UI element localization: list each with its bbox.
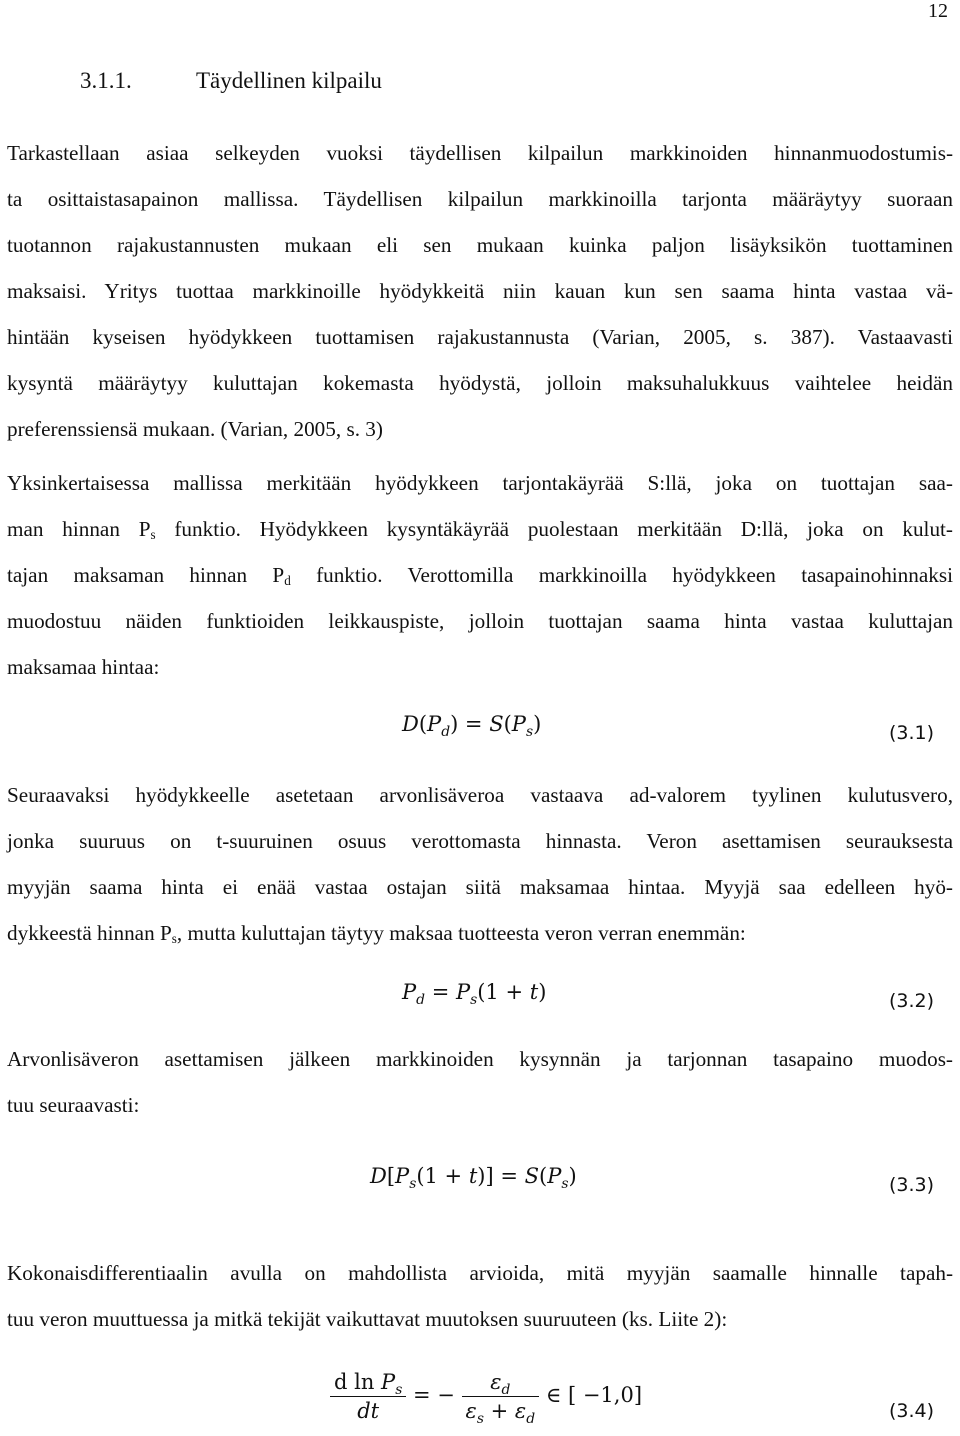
equation-3-2: $P_d = P_s(1 + t)$ (402, 980, 547, 1008)
paragraph-line: preferenssiensä mukaan. (Varian, 2005, s. 3) (7, 417, 383, 441)
paragraph-line: maksamaa hintaa: (7, 655, 160, 679)
text-run: funktio. Hyödykkeen kysyntäkäyrää puolestaan merkitään D:llä, joka on kulut- (155, 517, 953, 541)
paragraph-line: tuu seuraavasti: (7, 1093, 140, 1117)
fraction: $\frac{d \ln P_s}{dt}$ (330, 1368, 406, 1425)
paragraph-1 (7, 130, 953, 452)
equation-3-3: $D[P_s(1 + t)] = S(P_s)$ (370, 1164, 577, 1192)
paragraph-line (7, 910, 953, 956)
paragraph-5 (7, 1250, 953, 1342)
paragraph-2 (7, 460, 953, 690)
equation-number-3-1: (3.1) (888, 722, 934, 744)
paragraph-line: tuu veron muuttuessa ja mitkä tekijät vaikuttavat muutoksen suuruuteen (ks. Liite 2): (7, 1307, 728, 1331)
paragraph-4 (7, 1036, 953, 1128)
page-number: 12 (928, 0, 948, 22)
paragraph-line: maksaisi. Yritys tuottaa markkinoille hyödykkeitä niin kauan kun sen saama hinta vastaa vä- (7, 279, 953, 303)
section-number: 3.1.1. (80, 68, 132, 93)
paragraph-line: Tarkastellaan asiaa selkeyden vuoksi täydellisen kilpailun markkinoiden hinnanmuodostumis- (7, 141, 953, 165)
paragraph-line: kysyntä määräytyy kuluttajan kokemasta hyödystä, jolloin maksuhalukkuus vaihtelee heidän (7, 371, 953, 395)
text-run: tajan maksaman hinnan P (7, 563, 285, 587)
equation-number-3-3: (3.3) (888, 1174, 934, 1196)
section-heading (80, 68, 382, 94)
paragraph-line: myyjän saama hinta ei enää vastaa ostajan siitä maksamaa hintaa. Myyjä saa edelleen hyö- (7, 875, 953, 899)
text-run: funktio. Verottomilla markkinoilla hyödykkeen tasapainohinnaksi (290, 563, 953, 587)
equation-number-3-2: (3.2) (888, 990, 934, 1012)
equation-3-1: $D(P_d) = S(P_s)$ (402, 712, 542, 740)
paragraph-line: Yksinkertaisessa mallissa merkitään hyödykkeen tarjontakäyrää S:llä, joka on tuottajan saa- (7, 471, 953, 495)
paragraph-3 (7, 772, 953, 956)
text-run: , mutta kuluttajan täytyy maksaa tuotteesta veron verran enemmän: (176, 921, 746, 945)
equation-3-4: $\frac{d \ln P_s}{dt}$ = − $\frac{\varepsilon_d}{\varepsilon_s + \varepsilon_d}$ ∈ [ −1,0] (330, 1368, 642, 1425)
paragraph-line: muodostuu näiden funktioiden leikkauspiste, jolloin tuottajan saama hinta vastaa kuluttajan (7, 609, 953, 633)
paragraph-line: Seuraavaksi hyödykkeelle asetetaan arvonlisäveroa vastaava ad-valorem tyylinen kulutusvero, (7, 783, 953, 807)
subscript: s (150, 526, 156, 542)
paragraph-line: ta osittaistasapainon mallissa. Täydellisen kilpailun markkinoilla tarjonta määräytyy suoraan (7, 187, 953, 211)
paragraph-line (7, 552, 953, 598)
text-run: man hinnan P (7, 517, 151, 541)
subscript: s (171, 930, 177, 946)
equation-number-3-4: (3.4) (888, 1400, 934, 1422)
paragraph-line: jonka suuruus on t-suuruinen osuus verottomasta hinnasta. Veron asettamisen seurauksesta (7, 829, 953, 853)
subscript: d (284, 572, 291, 588)
paragraph-line: tuotannon rajakustannusten mukaan eli sen mukaan kuinka paljon lisäyksikön tuottaminen (7, 233, 953, 257)
section-title: Täydellinen kilpailu (196, 68, 382, 93)
paragraph-line (7, 506, 953, 552)
paragraph-line: hintään kyseisen hyödykkeen tuottamisen rajakustannusta (Varian, 2005, s. 387). Vastaavasti (7, 325, 953, 349)
paragraph-line: Arvonlisäveron asettamisen jälkeen markkinoiden kysynnän ja tarjonnan tasapaino muodos- (7, 1047, 953, 1071)
fraction: $\frac{\varepsilon_d}{\varepsilon_s + \varepsilon_d}$ (462, 1368, 540, 1425)
paragraph-line: Kokonaisdifferentiaalin avulla on mahdollista arvioida, mitä myyjän saamalle hinnalle tapah- (7, 1261, 953, 1285)
text-run: dykkeestä hinnan P (7, 921, 172, 945)
